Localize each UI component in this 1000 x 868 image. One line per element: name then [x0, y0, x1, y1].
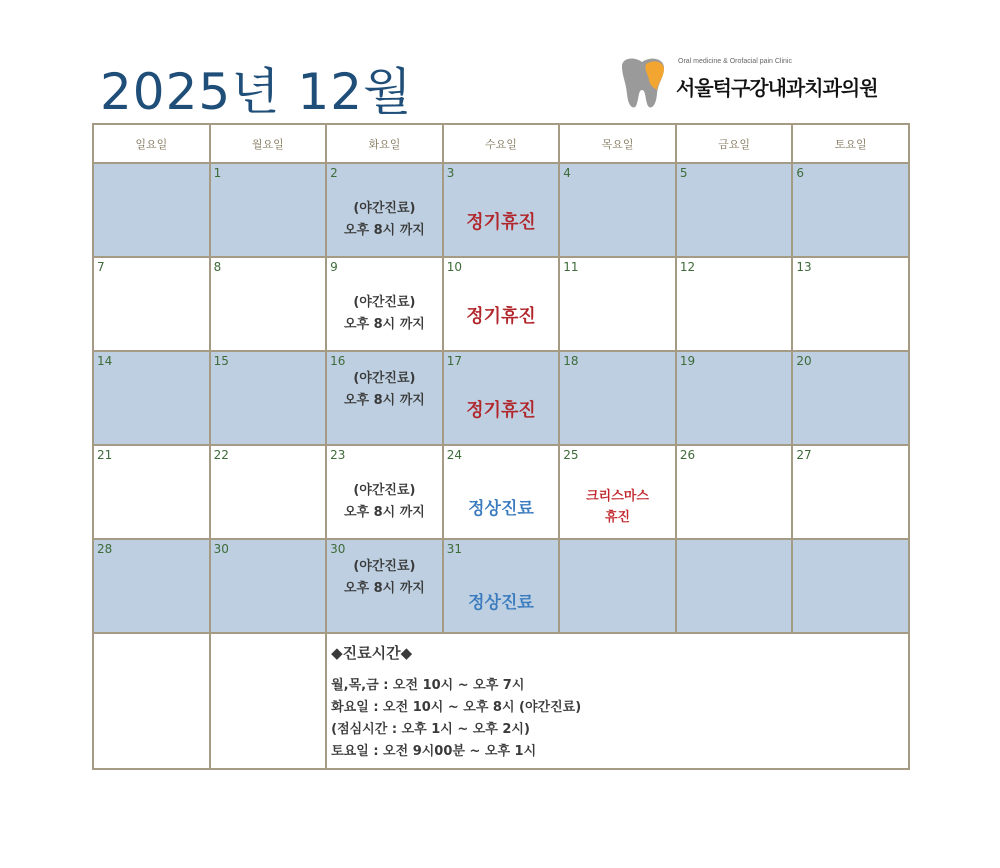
christmas-closed-note: 크리스마스 휴진: [586, 489, 649, 525]
day-cell: [326, 351, 443, 445]
day-number: 6: [796, 166, 805, 180]
day-cell: [559, 539, 676, 633]
day-number: 30: [330, 542, 346, 556]
day-number: 23: [330, 448, 346, 462]
day-number: 1: [213, 166, 222, 180]
day-number: 15: [213, 354, 229, 368]
day-cell: [792, 445, 909, 539]
clinic-hours-cell: [326, 633, 909, 769]
day-cell: [210, 539, 327, 633]
day-number: 16: [330, 354, 346, 368]
day-cell: [326, 539, 443, 633]
clinic-name: 서울턱구강내과치과의원: [676, 76, 878, 100]
closed-label: 정기휴진: [466, 212, 536, 233]
day-number: 31: [446, 542, 462, 556]
day-number: 21: [97, 448, 113, 462]
day-number: 19: [679, 354, 696, 368]
day-cell: [326, 257, 443, 351]
day-number: 12: [679, 260, 696, 274]
day-cell: [443, 539, 560, 633]
day-cell: [676, 351, 793, 445]
weekday-header-row: [93, 124, 909, 163]
day-number: 4: [563, 166, 571, 180]
week-row-4: [93, 445, 909, 539]
day-number: 3: [446, 166, 455, 180]
weekday-sat: 토요일: [792, 124, 909, 163]
closed-label: 정기휴진: [466, 400, 536, 421]
night-clinic-note: (야간진료) 오후 8시 까지: [343, 295, 425, 332]
day-cell: [792, 257, 909, 351]
day-number: 20: [796, 354, 812, 368]
day-number: 25: [563, 448, 579, 462]
week-row-5: [93, 539, 909, 633]
closed-label: 정기휴진: [466, 306, 536, 327]
day-cell: [443, 351, 560, 445]
day-cell: [210, 445, 327, 539]
day-cell: [210, 351, 327, 445]
hours-row: [93, 633, 909, 769]
day-cell: [676, 539, 793, 633]
day-cell: [559, 257, 676, 351]
clinic-logo: [616, 56, 906, 112]
day-cell: [93, 351, 210, 445]
day-cell: [443, 257, 560, 351]
tooth-icon: [616, 56, 672, 112]
hours-line: (점심시간 : 오후 1시 ~ 오후 2시): [331, 722, 530, 737]
day-number: 17: [446, 354, 462, 368]
day-number: 22: [213, 448, 229, 462]
day-cell: [559, 163, 676, 257]
empty-cell: [93, 633, 210, 769]
day-number: 24: [446, 448, 462, 462]
day-cell: [210, 257, 327, 351]
clinic-hours: [331, 642, 581, 763]
hours-line: 화요일 : 오전 10시 ~ 오후 8시 (야간진료): [331, 700, 582, 715]
day-cell: [443, 163, 560, 257]
hours-line: 토요일 : 오전 9시00분 ~ 오후 1시: [331, 744, 537, 759]
day-cell: [559, 445, 676, 539]
day-number: 5: [679, 166, 688, 180]
day-cell: [676, 445, 793, 539]
page-title: 2025년 12월: [100, 63, 413, 121]
normal-hours-label: 정상진료: [468, 499, 534, 519]
day-number: 27: [796, 448, 812, 462]
day-cell: [210, 163, 327, 257]
day-cell: [676, 163, 793, 257]
day-number: 26: [679, 448, 696, 462]
day-cell: [792, 351, 909, 445]
night-clinic-note: (야간진료) 오후 8시 까지: [343, 201, 425, 238]
empty-cell: [210, 633, 327, 769]
day-cell: [93, 163, 210, 257]
normal-hours-label: 정상진료: [468, 593, 534, 613]
day-number: 7: [97, 260, 105, 274]
day-cell: [792, 163, 909, 257]
hours-title: ◆진료시간◆: [331, 644, 413, 662]
day-number: 28: [97, 542, 113, 556]
day-cell: [559, 351, 676, 445]
weekday-wed: 수요일: [443, 124, 560, 163]
day-number: 11: [563, 260, 579, 274]
calendar-table: [92, 123, 910, 770]
week-row-1: [93, 163, 909, 257]
day-number: 13: [796, 260, 812, 274]
week-row-2: [93, 257, 909, 351]
day-cell: [326, 445, 443, 539]
hours-line: 월,목,금 : 오전 10시 ~ 오후 7시: [331, 678, 525, 693]
day-cell: [326, 163, 443, 257]
day-number: 9: [330, 260, 338, 274]
weekday-mon: 월요일: [210, 124, 327, 163]
weekday-sun: 일요일: [93, 124, 210, 163]
night-clinic-note: (야간진료) 오후 8시 까지: [343, 371, 425, 408]
day-number: 18: [563, 354, 579, 368]
day-cell: [93, 257, 210, 351]
day-number: 8: [213, 260, 222, 274]
weekday-tue: 화요일: [326, 124, 443, 163]
day-number: 30: [213, 542, 229, 556]
day-cell: [792, 539, 909, 633]
day-number: 14: [97, 354, 113, 368]
day-cell: [93, 539, 210, 633]
day-cell: [443, 445, 560, 539]
weekday-thu: 목요일: [559, 124, 676, 163]
weekday-fri: 금요일: [676, 124, 793, 163]
night-clinic-note: (야간진료) 오후 8시 까지: [343, 483, 425, 520]
day-cell: [93, 445, 210, 539]
week-row-3: [93, 351, 909, 445]
day-number: 10: [446, 260, 462, 274]
night-clinic-note: (야간진료) 오후 8시 까지: [343, 559, 425, 596]
logo-subtitle: Oral medicine & Orofacial pain Clinic: [678, 58, 792, 65]
day-number: 2: [330, 166, 338, 180]
day-cell: [676, 257, 793, 351]
